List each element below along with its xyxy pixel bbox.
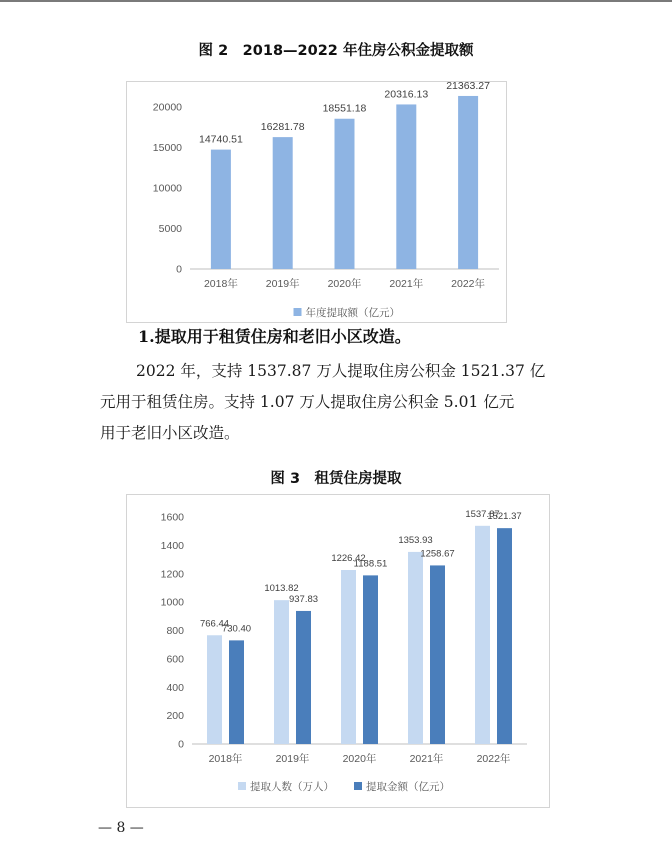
bar-1 bbox=[335, 119, 355, 269]
bar-1 bbox=[458, 96, 478, 269]
paragraph-line-1-text: 2022 年，支持 1537.87 万人提取住房公积金 1521.37 亿 bbox=[136, 362, 546, 380]
page-number: — 8 — bbox=[98, 820, 144, 836]
data-label: 18551.18 bbox=[322, 102, 367, 115]
bar-2 bbox=[296, 611, 311, 744]
bar-2 bbox=[497, 528, 512, 744]
data-label: 14740.51 bbox=[199, 133, 243, 146]
x-tick-label: 2020年 bbox=[342, 753, 377, 765]
body-paragraph bbox=[100, 356, 580, 449]
y-tick-label: 0 bbox=[178, 738, 184, 751]
y-tick-label: 1400 bbox=[160, 539, 184, 552]
y-tick-label: 800 bbox=[166, 625, 184, 637]
legend-label: 年度提取额（亿元） bbox=[305, 307, 400, 319]
data-label: 766.44 bbox=[199, 618, 230, 630]
figure-2-title: 图 2 2018—2022 年住房公积金提取额 bbox=[198, 43, 474, 59]
data-label: 730.40 bbox=[221, 623, 252, 635]
y-tick-label: 20000 bbox=[152, 101, 182, 114]
y-tick-label: 15000 bbox=[152, 142, 182, 154]
data-label: 16281.78 bbox=[260, 121, 305, 134]
bar-2 bbox=[363, 575, 378, 744]
rental-withdrawal-chart bbox=[127, 495, 549, 807]
bar-1 bbox=[211, 150, 231, 269]
y-tick-label: 1000 bbox=[160, 596, 184, 609]
x-tick-label: 2019年 bbox=[265, 278, 300, 290]
x-tick-label: 2022年 bbox=[476, 753, 511, 765]
paragraph-line-1 bbox=[100, 356, 580, 387]
y-tick-label: 10000 bbox=[152, 182, 182, 195]
y-tick-label: 1600 bbox=[160, 511, 184, 524]
legend-swatch bbox=[238, 782, 246, 790]
data-label: 21363.27 bbox=[446, 82, 490, 92]
bar-1 bbox=[273, 137, 293, 269]
y-tick-label: 5000 bbox=[158, 223, 182, 235]
bar-2 bbox=[229, 640, 244, 744]
legend-swatch bbox=[294, 308, 302, 316]
data-label: 20316.13 bbox=[384, 88, 429, 101]
bar-1 bbox=[396, 104, 416, 269]
data-label: 1013.82 bbox=[264, 583, 299, 595]
bar-1 bbox=[408, 552, 423, 744]
bar-1 bbox=[341, 570, 356, 744]
x-tick-label: 2019年 bbox=[275, 753, 310, 765]
data-label: 937.83 bbox=[288, 593, 319, 605]
x-tick-label: 2018年 bbox=[203, 278, 238, 290]
legend-label: 提取金额（亿元） bbox=[366, 781, 450, 793]
legend-label: 提取人数（万人） bbox=[250, 781, 334, 793]
data-label: 1521.37 bbox=[487, 511, 522, 523]
paragraph-line-2: 元用于租赁住房。支持 1.07 万人提取住房公积金 5.01 亿元 bbox=[100, 393, 515, 411]
bar-1 bbox=[274, 600, 289, 744]
bar-1 bbox=[475, 526, 490, 744]
legend-swatch bbox=[354, 782, 362, 790]
page-top-rule bbox=[0, 0, 672, 2]
section-heading: 1.提取用于租赁住房和老旧小区改造。 bbox=[138, 327, 411, 346]
data-label: 1537.87 bbox=[465, 508, 500, 520]
y-tick-label: 0 bbox=[176, 263, 182, 276]
data-label: 1353.93 bbox=[398, 534, 433, 546]
y-tick-label: 400 bbox=[166, 681, 184, 694]
x-tick-label: 2021年 bbox=[409, 753, 444, 765]
y-tick-label: 600 bbox=[166, 653, 184, 666]
y-tick-label: 200 bbox=[166, 710, 184, 723]
y-tick-label: 1200 bbox=[160, 568, 184, 581]
x-tick-label: 2020年 bbox=[327, 278, 362, 290]
figure-3-frame bbox=[126, 494, 550, 808]
figure-2-frame bbox=[126, 81, 507, 323]
bar-2 bbox=[430, 565, 445, 744]
data-label: 1226.42 bbox=[331, 553, 366, 565]
x-tick-label: 2022年 bbox=[451, 278, 486, 290]
data-label: 1258.67 bbox=[420, 548, 455, 560]
figure-3-title: 图 3 租赁住房提取 bbox=[270, 471, 402, 487]
x-tick-label: 2018年 bbox=[208, 753, 243, 765]
paragraph-line-3: 用于老旧小区改造。 bbox=[100, 424, 240, 442]
bar-1 bbox=[207, 635, 222, 744]
data-label: 1188.51 bbox=[353, 558, 388, 570]
x-tick-label: 2021年 bbox=[389, 278, 424, 290]
withdrawal-amount-chart bbox=[127, 82, 506, 322]
